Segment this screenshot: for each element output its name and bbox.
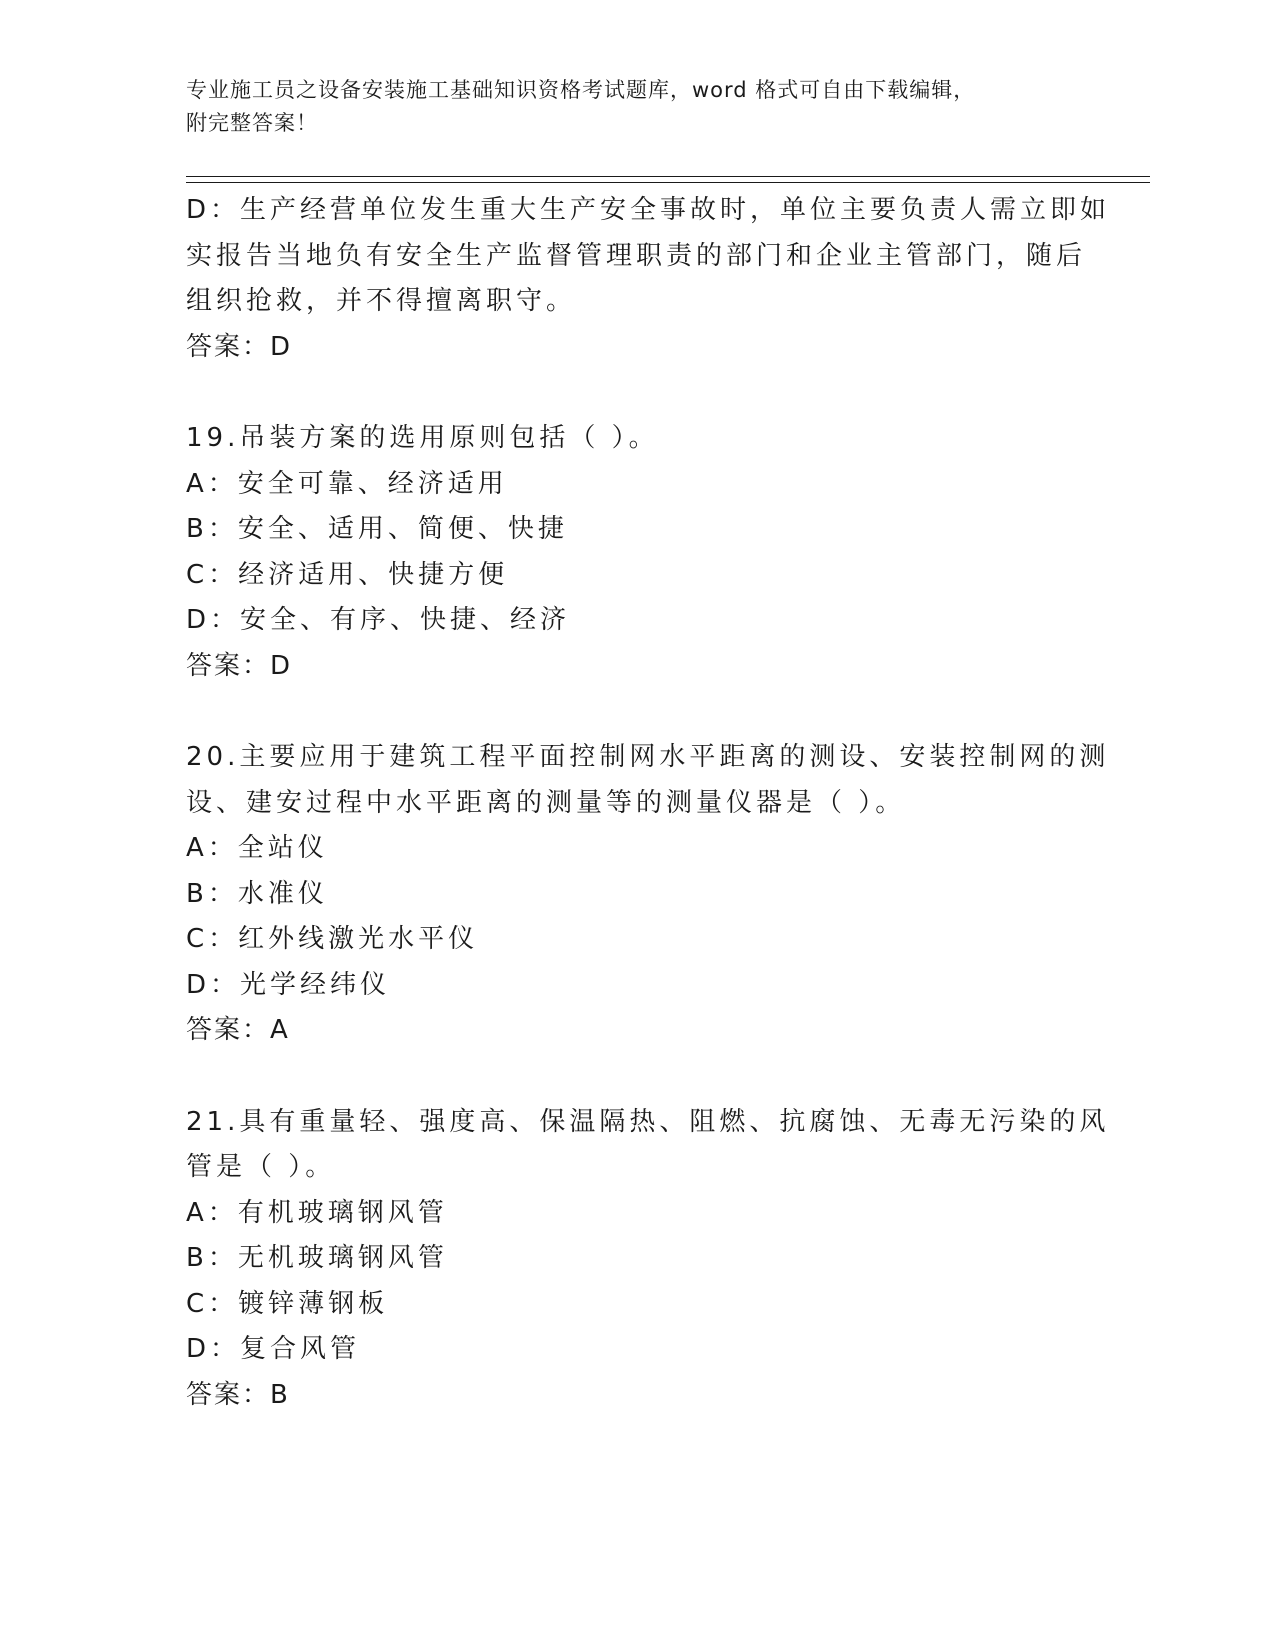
- spacer: [186, 689, 1086, 735]
- option-text-line: D：生产经营单位发生重大生产安全事故时，单位主要负责人需立即如: [186, 195, 1111, 225]
- question-stem: 20.主要应用于建筑工程平面控制网水平距离的测设、安装控制网的测: [186, 742, 1110, 772]
- option-c: C：红外线激光水平仪: [186, 924, 479, 954]
- option-d: D：光学经纬仪: [186, 969, 391, 1000]
- question-stem: 设、建安过程中水平距离的测量等的测量仪器是（ ）。: [186, 787, 906, 818]
- question-20: [186, 735, 1110, 1054]
- question-stem: 管是（ ）。: [186, 1152, 336, 1182]
- option-a: A：安全可靠、经济适用: [186, 468, 508, 499]
- question-18-tail: [186, 188, 1111, 370]
- option-text-line: 实报告当地负有安全生产监督管理职责的部门和企业主管部门，随后: [186, 240, 1087, 271]
- answer-line: 答案：D: [186, 331, 293, 362]
- question-stem: 21.具有重量轻、强度高、保温隔热、阻燃、抗腐蚀、无毒无污染的风: [186, 1106, 1110, 1137]
- answer-line: 答案：D: [186, 650, 293, 681]
- answer-line: 答案：A: [186, 1015, 290, 1045]
- question-stem: 19.吊装方案的选用原则包括（ ）。: [186, 423, 659, 453]
- spacer: [186, 1054, 1086, 1100]
- header-divider-bottom: [186, 182, 1150, 183]
- option-c: C：经济适用、快捷方便: [186, 559, 509, 590]
- header-line-1: 专业施工员之设备安装施工基础知识资格考试题库，word 格式可自由下载编辑，: [186, 78, 976, 102]
- question-content: [186, 188, 1111, 1418]
- header-divider-top: [186, 176, 1150, 177]
- header-line-2: 附完整答案！: [186, 111, 318, 135]
- question-19: [186, 416, 1086, 689]
- option-a: A：有机玻璃钢风管: [186, 1197, 448, 1228]
- option-c: C：镀锌薄钢板: [186, 1288, 389, 1319]
- question-21: [186, 1100, 1110, 1419]
- document-header: [186, 74, 1066, 140]
- option-d: D：复合风管: [186, 1334, 361, 1364]
- option-a: A：全站仪: [186, 833, 328, 863]
- option-text-line: 组织抢救，并不得擅离职守。: [186, 286, 577, 316]
- option-d: D：安全、有序、快捷、经济: [186, 605, 571, 635]
- answer-line: 答案：B: [186, 1379, 290, 1410]
- option-b: B：无机玻璃钢风管: [186, 1243, 448, 1273]
- spacer: [186, 370, 1086, 416]
- option-b: B：水准仪: [186, 878, 328, 909]
- option-b: B：安全、适用、简便、快捷: [186, 514, 568, 544]
